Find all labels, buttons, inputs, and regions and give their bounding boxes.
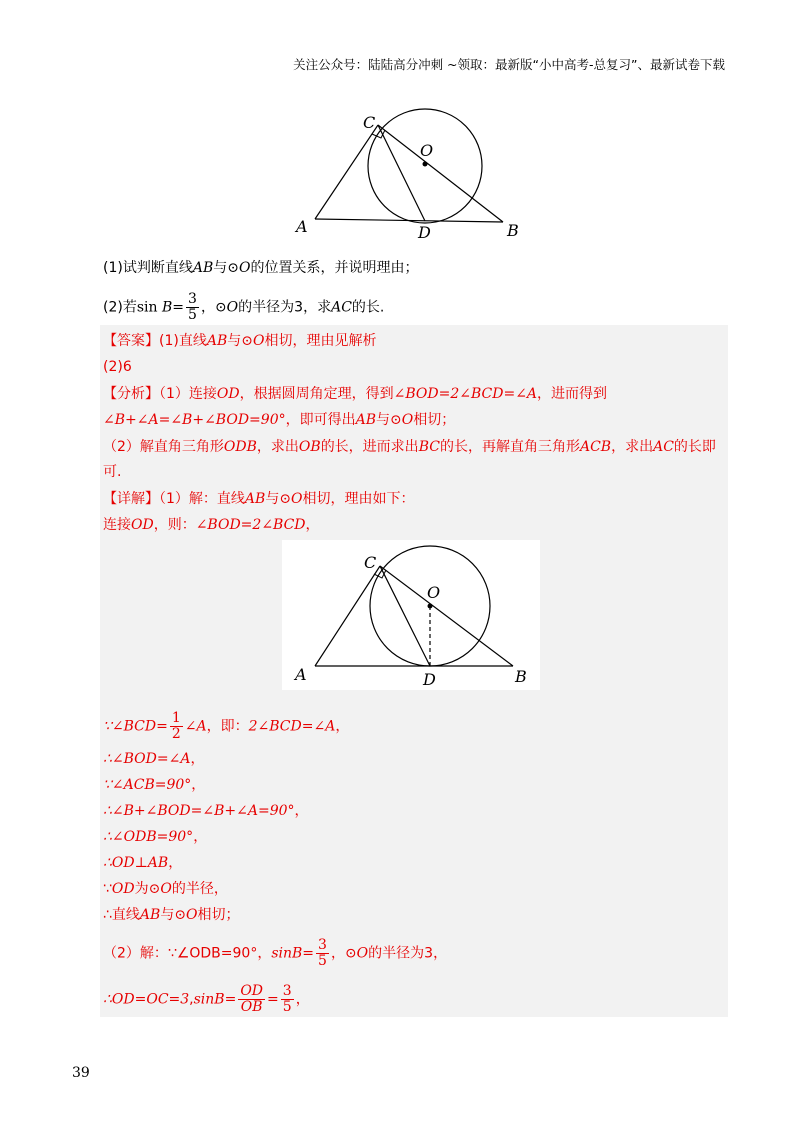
analysis-line-1: 【分析】（1）连接OD，根据圆周角定理，得到∠BOD=2∠BCD=∠A，进而得到 — [103, 386, 608, 402]
detail-line-3: ∵∠BCD= $\frac{1}{2}$ ∠A，即：2∠BCD=∠A， — [103, 710, 350, 742]
detail-line-5: ∵∠ACB=90°， — [103, 777, 206, 793]
detail-line-7: ∴∠ODB=90°， — [103, 829, 208, 845]
label-d: D — [418, 223, 431, 242]
detail-line-9: ∵OD为⊙O的半径， — [103, 881, 228, 897]
label-a: A — [296, 217, 308, 236]
detail-line-8: ∴OD⊥AB， — [103, 855, 183, 871]
fraction: $\frac{3}{5}$ — [188, 291, 197, 323]
analysis-line-4: 可. — [103, 464, 122, 480]
detail-line-1: 【详解】（1）解：直线AB与⊙O相切，理由如下： — [103, 491, 415, 507]
geometry-figure-2 — [282, 540, 540, 690]
detail-line-6: ∴∠B+∠BOD=∠B+∠A=90°， — [103, 803, 309, 819]
fraction: $\frac{1}{2}$ — [171, 710, 181, 742]
question-1: (1)试判断直线AB与⊙O的位置关系，并说明理由； — [103, 260, 419, 276]
question-2: (2)若sin B= $\frac{3}{5}$ ，⊙O的半径为3，求AC的长. — [103, 291, 385, 323]
detail-line-11: （2）解：∵∠ODB=90°，sinB= $\frac{3}{5}$ ，⊙O的半径为3， — [103, 937, 448, 969]
fraction: $\frac{3}{5}$ — [318, 937, 327, 969]
analysis-line-3: （2）解直角三角形ODB，求出OB的长，进而求出BC的长，再解直角三角形ACB，求出AC的长即 — [103, 439, 716, 455]
fraction: $\frac{3}{5}$ — [282, 983, 292, 1015]
page-header: 关注公众号：陆陆高分冲刺 ~领取：最新版“小中高考-总复习”、最新试卷下载 — [293, 57, 725, 72]
answer-line-2: (2)6 — [103, 359, 132, 375]
label-a: A — [295, 665, 307, 684]
detail-line-2: 连接OD，则：∠BOD=2∠BCD， — [103, 517, 320, 533]
label-c: C — [364, 553, 377, 572]
label-o: O — [420, 141, 434, 160]
answer-line-1: 【答案】(1)直线AB与⊙O相切，理由见解析 — [103, 333, 377, 349]
detail-line-12: ∴OD=OC=3,sinB= $\frac{OD}{OB}$ = $\frac{3}{5}$ ， — [103, 983, 310, 1015]
detail-line-10: ∴直线AB与⊙O相切； — [103, 907, 240, 923]
label-b: B — [515, 667, 527, 686]
geometry-figure-1 — [290, 108, 530, 243]
label-o: O — [427, 583, 441, 602]
label-c: C — [363, 113, 376, 132]
page-number: 39 — [72, 1065, 90, 1081]
geometry-figure-2-box — [282, 540, 540, 690]
label-d: D — [423, 670, 436, 689]
detail-line-4: ∴∠BOD=∠A， — [103, 751, 205, 767]
analysis-line-2: ∠B+∠A=∠B+∠BOD=90°，即可得出AB与⊙O相切； — [103, 412, 456, 428]
fraction: $\frac{OD}{OB}$ — [240, 983, 264, 1015]
label-b: B — [507, 221, 519, 240]
